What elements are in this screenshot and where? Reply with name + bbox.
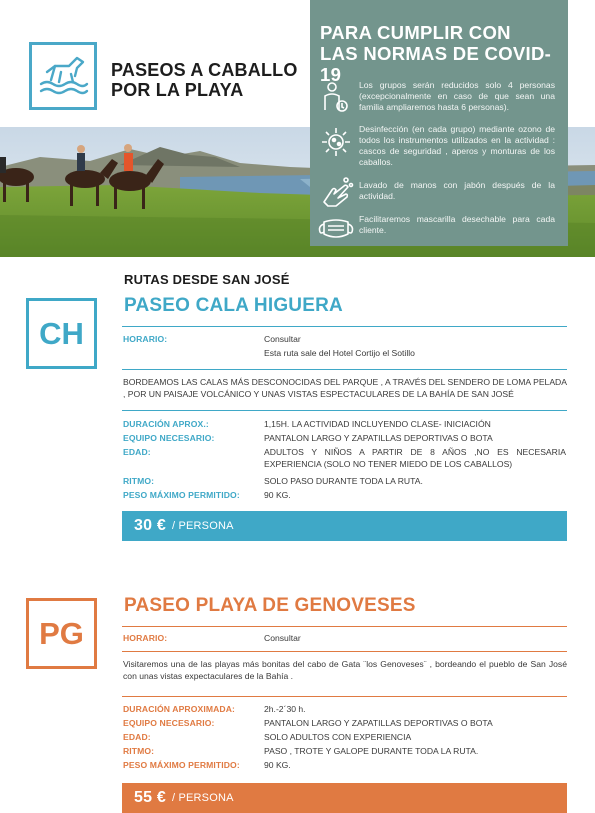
covid-item-groups-text: Los grupos serán reducidos solo 4 personas (excepcionalmente en caso de que sean una familia ampliaremos hasta 6 personas).: [359, 80, 555, 112]
detail-value: 2h.-2´30 h.: [264, 704, 306, 714]
route-code-badge: PG: [26, 598, 97, 669]
divider: [122, 410, 567, 411]
divider: [122, 651, 567, 652]
covid-title: [320, 22, 568, 85]
detail-label: EDAD:: [123, 447, 151, 457]
price-bar: [122, 783, 567, 813]
detail-label: EQUIPO NECESARIO:: [123, 433, 215, 443]
route-code-badge: CH: [26, 298, 97, 369]
price-unit: / PERSONA: [171, 792, 234, 804]
covid-title-line2: LAS NORMAS DE COVID-19: [320, 43, 552, 85]
schedule-value: Consultar: [264, 334, 301, 344]
hero-banner: [0, 0, 595, 257]
schedule-label: HORARIO:: [123, 334, 168, 344]
detail-label: PESO MÁXIMO PERMITIDO:: [123, 490, 240, 500]
route-description: BORDEAMOS LAS CALAS MÁS DESCONOCIDAS DEL PARQUE , A TRAVÉS DEL SENDERO DE LOMA PELADA , POR UN PAISAJE VOLCÁNICO Y UNAS VISTAS ESPECTACULARES DE LA BAHÍA DE SAN JOSÉ: [123, 377, 567, 399]
detail-label: PESO MÁXIMO PERMITIDO:: [123, 760, 240, 770]
divider: [122, 369, 567, 370]
horse-logo: [29, 42, 97, 110]
detail-value: ADULTOS Y NIÑOS A PARTIR DE 8 AÑOS ,NO ES NECESARIA EXPERIENCIA (SOLO NO TENER MIEDO DE LOS CABALLOS): [264, 447, 566, 469]
detail-label: RITMO:: [123, 746, 155, 756]
covid-title-line1: PARA CUMPLIR CON: [320, 22, 511, 43]
divider: [122, 626, 567, 627]
price-amount: 55 €: [134, 789, 166, 806]
price-unit: / PERSONA: [171, 520, 234, 532]
covid-item-handwash-text: Lavado de manos con jabón después de la actividad.: [359, 180, 555, 201]
schedule-label: HORARIO:: [123, 633, 168, 643]
detail-label: EQUIPO NECESARIO:: [123, 718, 215, 728]
hero-title-line1: PASEOS A CABALLO: [111, 60, 298, 80]
schedule-note: Esta ruta sale del Hotel Cortijo el Sotillo: [264, 348, 415, 358]
covid-item-disinfection-text: Desinfección (en cada grupo) mediante ozono de todos los instrumentos utilizados en la actividad : cascos de seguridad , aperos y monturas de los caballos.: [359, 124, 555, 167]
detail-label: RITMO:: [123, 476, 155, 486]
schedule-value: Consultar: [264, 633, 301, 643]
disinfection-icon: [316, 124, 356, 160]
mask-icon: [316, 212, 356, 248]
price-amount: 30 €: [134, 517, 166, 534]
detail-value: PANTALON LARGO Y ZAPATILLAS DEPORTIVAS O BOTA: [264, 718, 493, 728]
route-title: PASEO PLAYA DE GENOVESES: [124, 595, 416, 616]
detail-value: SOLO ADULTOS CON EXPERIENCIA: [264, 732, 412, 742]
detail-label: EDAD:: [123, 732, 151, 742]
detail-value: 1,15H. LA ACTIVIDAD INCLUYENDO CLASE- INICIACIÓN: [264, 419, 491, 429]
horse-waves-icon: [37, 50, 89, 103]
detail-value: 90 KG.: [264, 490, 291, 500]
detail-label: DURACIÓN APROX.:: [123, 419, 209, 429]
hand-wash-icon: [316, 176, 356, 212]
section-subtitle: RUTAS DESDE SAN JOSÉ: [124, 272, 290, 287]
hero-title-line2: POR LA PLAYA: [111, 80, 244, 100]
hero-title: [111, 60, 298, 100]
divider: [122, 326, 567, 327]
divider: [122, 696, 567, 697]
detail-label: DURACIÓN APROXIMADA:: [123, 704, 235, 714]
detail-value: 90 KG.: [264, 760, 291, 770]
route-title: PASEO CALA HIGUERA: [124, 295, 343, 316]
group-icon: [316, 80, 356, 116]
detail-value: SOLO PASO DURANTE TODA LA RUTA.: [264, 476, 423, 486]
covid-measures-panel: [310, 0, 568, 246]
covid-item-mask-text: Facilitaremos mascarilla desechable para cada cliente.: [359, 214, 555, 235]
price-bar: [122, 511, 567, 541]
detail-value: PASO , TROTE Y GALOPE DURANTE TODA LA RUTA.: [264, 746, 479, 756]
detail-value: PANTALON LARGO Y ZAPATILLAS DEPORTIVAS O BOTA: [264, 433, 493, 443]
route-description: Visitaremos una de las playas más bonitas del cabo de Gata ¨los Genoveses¨ , bordeando el pueblo de San José con unas vistas expectaculares de la Bahía .: [123, 659, 567, 681]
